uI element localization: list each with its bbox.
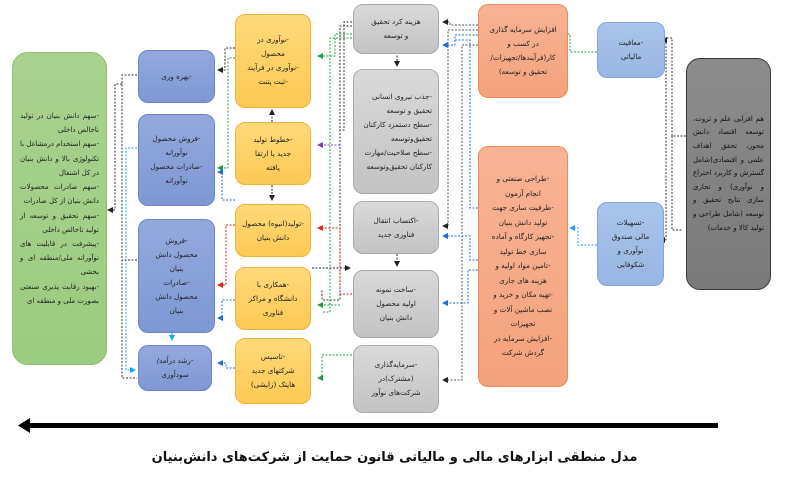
input-fund-facilities xyxy=(597,202,664,286)
output-prototype xyxy=(353,270,439,338)
outcome-kb-production xyxy=(235,204,311,257)
input-line: مالی صندوق xyxy=(611,232,650,241)
impact-line: -پیشرفت در قابلیت های نوآورانه ملی/منطقه ای و بخشی xyxy=(20,239,99,277)
activity-line: تجهیزات xyxy=(510,319,536,329)
outcome-line: دانش بنیان xyxy=(256,232,290,242)
activity-line: افزایش سرمایه گذاری xyxy=(489,25,557,34)
outcome-line: بنیان xyxy=(169,264,184,273)
output-line: شرکت‌های نوآور xyxy=(371,388,421,397)
activity-line: -افزایش سرمایه در xyxy=(493,333,553,343)
outcome-line: -تولید(انبوه) محصول xyxy=(242,218,304,228)
output-line: (مشترک)در xyxy=(378,374,414,383)
outcome-line: محصول xyxy=(261,49,285,58)
input-line: مالیاتی xyxy=(620,52,642,61)
outcome-line: فناوری xyxy=(262,307,284,317)
output-line: دانش بنیان xyxy=(379,313,413,322)
outcome-line: نوآورانه xyxy=(165,148,188,157)
activity-line: سازی خط تولید xyxy=(499,246,547,256)
flow-direction-arrow xyxy=(18,418,718,433)
output-line: -سطح دستمزد کارکنان xyxy=(363,119,432,129)
output-joint-investment xyxy=(353,345,439,413)
outcome-line: بنیان xyxy=(169,306,184,315)
input-tax-exemption xyxy=(597,22,665,78)
activity-line: تحقیق و توسعه) xyxy=(498,67,548,76)
outcome-line: -فروش محصول xyxy=(152,134,201,143)
impact-line: -سهم استخدام درمشاغل با تکنولوژی بالا و دانش بنیان در کل اشتغال xyxy=(19,140,99,177)
outcome-line: جدید یا ارتقا xyxy=(254,148,292,158)
activity-line: -طراحی صنعتی و xyxy=(496,174,550,184)
outcome-productivity xyxy=(138,50,215,103)
outcome-line: -همکاری با xyxy=(256,279,290,289)
activity-line: در کسب و xyxy=(507,39,539,48)
outcome-line: هایتک (زایشی) xyxy=(250,380,296,389)
activity-investment-increase xyxy=(478,4,568,98)
outcome-line: -رشد درآمد/ xyxy=(156,356,194,365)
activity-line: -تجهیز کارگاه و آماده xyxy=(491,232,555,242)
activity-line: نصب ماشین آلات و xyxy=(493,304,553,314)
output-line: -اکتساب انتقال xyxy=(373,215,419,225)
outcome-line: -ثبت پتنت xyxy=(258,77,288,86)
output-line: و توسعه xyxy=(383,31,409,40)
impact-line: -بهبود رقابت پذیری صنعتی بصورت ملی و منطقه ای xyxy=(20,282,99,305)
outcome-line: -بهره وری xyxy=(161,71,192,81)
output-line: فناوری جدید xyxy=(377,229,415,239)
output-line: -جذب نیروی انسانی xyxy=(372,91,432,101)
goal-text: هم افزایی علم و ثروت، توسعه اقتصاد دانش محور، تحقق اهداف علمی و اقتصادی(شامل گسترش و کاربرد اختراع و نوآوری) و تجاری سازی نتایج تحقیق و توسعه (شامل طراحی و تولید کالا و خدمات) xyxy=(693,114,764,232)
input-line: -تسهیلات xyxy=(616,218,645,227)
outcome-kb-sales xyxy=(138,219,215,333)
outcome-innovation xyxy=(235,14,311,108)
figure-caption: مدل منطقی ابزارهای مالی و مالیاتی قانون حمایت از شرکت‌های دانش‌بنیان xyxy=(151,450,638,465)
outcome-revenue-growth xyxy=(138,345,212,391)
activity-line: انجام آزمون xyxy=(505,188,541,198)
impacts-box xyxy=(12,52,107,365)
input-line: شکوفایی xyxy=(616,260,645,269)
output-line: -سرمایه‌گذاری xyxy=(374,360,418,369)
outcome-line: شرکتهای جدید xyxy=(251,366,295,375)
outcome-line: محصول دانش xyxy=(155,250,198,259)
outcome-line: -خطوط تولید xyxy=(253,134,293,144)
output-line: اولیه محصول xyxy=(376,299,416,308)
outcome-line: -نوآوری در xyxy=(257,35,289,44)
outcome-line: -تاسیس xyxy=(260,352,286,361)
input-line: -معافیت xyxy=(618,38,644,47)
output-line: کارکنان تحقیق‌وتوسعه xyxy=(366,161,432,171)
outcome-production-lines xyxy=(235,122,311,185)
activity-line: هزینه های جاری xyxy=(499,275,547,285)
activity-list xyxy=(478,146,568,387)
activity-line: -تهیه مکان و خرید و xyxy=(493,290,553,300)
outcome-line: -صادرات xyxy=(163,278,190,287)
outcome-line: سودآوری xyxy=(161,370,189,379)
outcome-line: -فروش xyxy=(165,236,188,245)
output-line: -سطح صلاحیت/مهارت xyxy=(364,147,432,157)
goal-box xyxy=(686,58,771,290)
outcome-line: محصول دانش xyxy=(155,292,198,301)
output-rd-workforce xyxy=(353,69,439,194)
activity-line: گردش شرکت xyxy=(501,348,545,358)
outcome-line: یافته xyxy=(266,162,280,172)
input-line: نوآوری و xyxy=(617,246,644,255)
activity-line: تولید دانش بنیان xyxy=(498,217,548,227)
activity-line: -تامین مواد اولیه و xyxy=(495,261,551,271)
impact-line: -سهم صادرات محصولات دانش بنیان از کل صادرات xyxy=(20,183,99,206)
outcome-line: -نوآوری در فرآیند xyxy=(247,63,299,72)
outcome-line: -صادرات محصول xyxy=(150,162,203,171)
output-line: -ساخت نمونه xyxy=(375,285,417,294)
outcome-university-collab xyxy=(235,267,311,330)
outcome-spinoff xyxy=(235,338,311,404)
outcome-line: نوآورانه xyxy=(165,176,188,185)
output-line: تحقیق‌وتوسعه xyxy=(391,133,432,143)
output-tech-acquisition xyxy=(353,201,439,254)
output-line: تحقیق و توسعه xyxy=(386,105,432,115)
output-rd-spending xyxy=(353,4,439,54)
activity-line: کار(فرآیندها/تجهیزات/ xyxy=(490,53,556,62)
outcome-line: دانشگاه و مراکز xyxy=(248,293,298,303)
output-line: هزینه کرد تحقیق xyxy=(371,17,421,26)
activity-line: -ظرفیت سازی جهت xyxy=(492,203,554,213)
outcome-innovative-sales xyxy=(138,114,215,206)
impact-line: -سهم تحقیق و توسعه از تولید ناخالص داخلی xyxy=(20,211,99,234)
impact-line: -سهم دانش بنیان در تولید ناخالص داخلی xyxy=(20,112,99,135)
